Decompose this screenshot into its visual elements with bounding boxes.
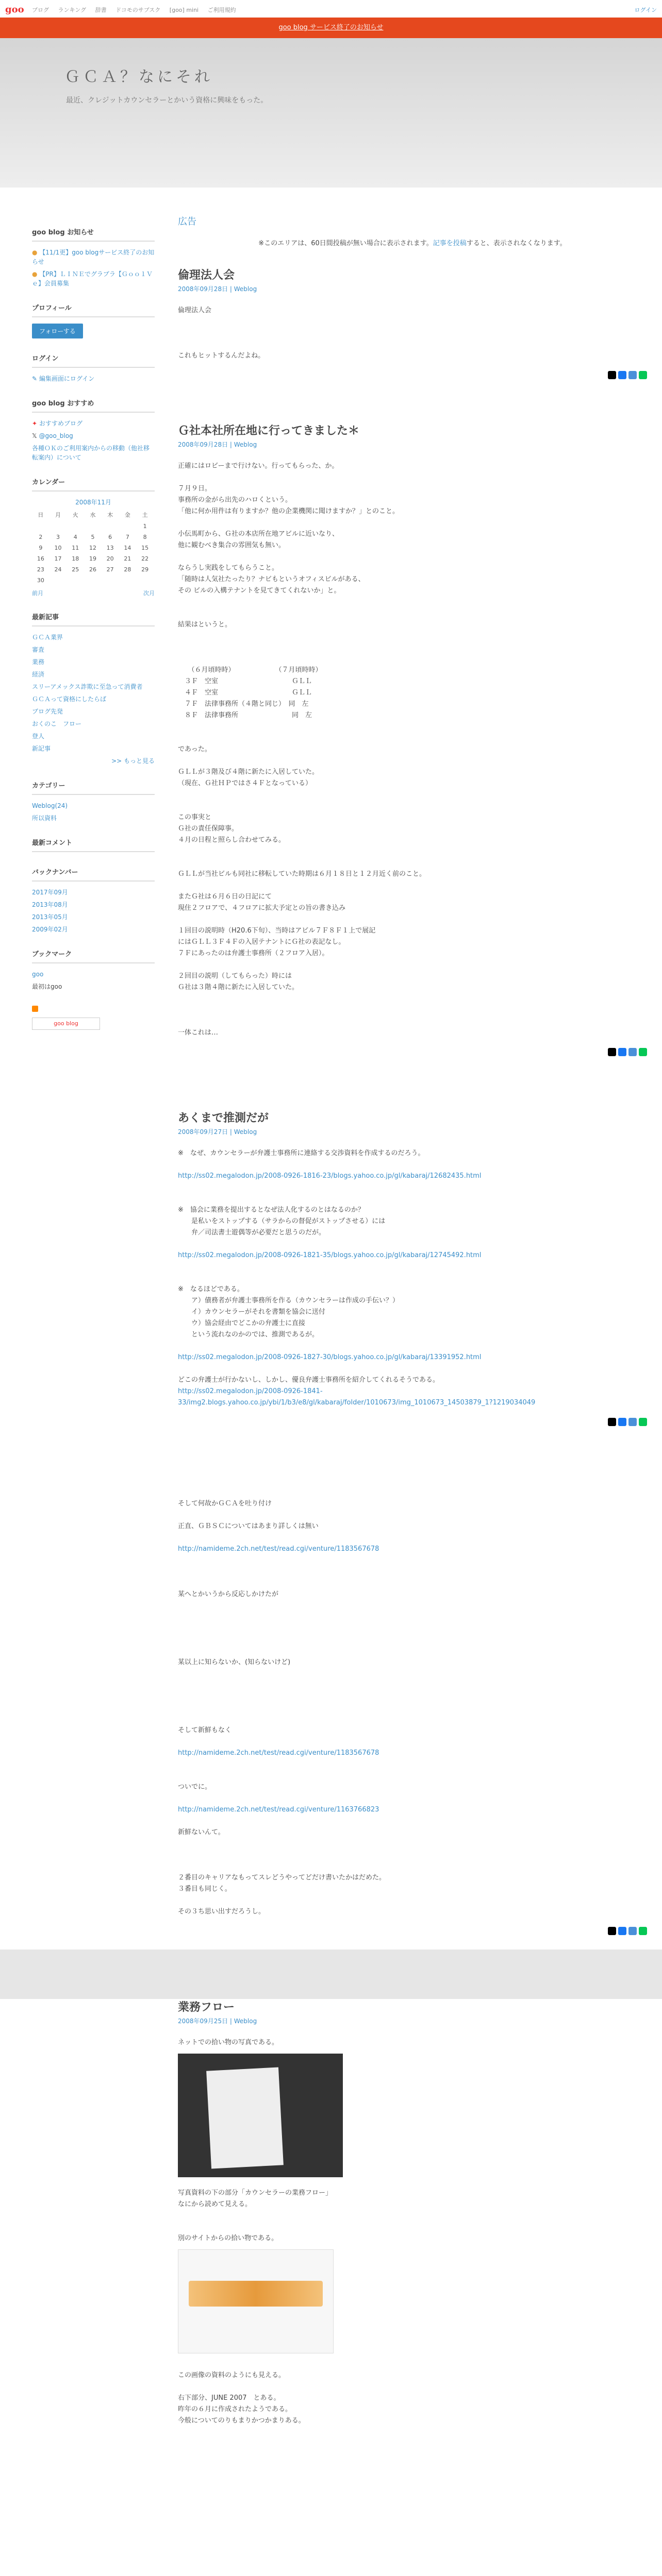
calendar-day <box>84 575 102 586</box>
post-text-line: ネットでの拾い物の写真である。 <box>178 2039 279 2046</box>
post-text-line <box>178 1759 647 1770</box>
top-nav-item[interactable]: ご利用規約 <box>207 7 236 13</box>
weekday: 日 <box>38 512 44 518</box>
line-share-icon[interactable] <box>639 371 647 379</box>
recommend-block <box>32 398 155 462</box>
post-article-link[interactable]: 記事を投稿 <box>433 240 467 247</box>
calendar-day: 15 <box>141 545 149 551</box>
post-text-line <box>178 1261 647 1273</box>
bookmark-desc: 最初はgoo <box>32 983 62 990</box>
calendar-month: 2008年11月 <box>75 499 111 506</box>
post-text-line <box>178 1341 647 1352</box>
post-text-line: 小伝馬町から、Ｇ社の本店所在地アビルに近いなり、 <box>178 530 339 538</box>
goo-blog-badge[interactable]: goo blog <box>32 1018 100 1030</box>
recent-post-link[interactable]: ＧＣＡ業界 <box>32 634 63 641</box>
bookmark-heading: ブックマーク <box>32 948 155 963</box>
facebook-share-icon[interactable] <box>618 1418 626 1426</box>
top-nav-item[interactable]: ブログ <box>32 7 49 13</box>
post-text-line <box>178 1680 647 1691</box>
calendar-day: 1 <box>143 523 147 530</box>
post-text-line: ※ なぜ、カウンセラーが弁護士事務所に連絡する交渉資料を作成するのだろう。 <box>178 1149 425 1157</box>
post-text-line: ７Ｆにあったのは弁護士事務所（２フロア入居）。 <box>178 950 329 957</box>
news-heading: goo blog お知らせ <box>32 227 155 242</box>
post-text-line: ４月の日程と照らし合わせてみる。 <box>178 836 286 844</box>
post-meta[interactable]: 2008年09月28日 | Weblog <box>178 441 257 448</box>
recent-post-link[interactable]: ＧＣＡって資格にしたらば <box>32 696 107 703</box>
news-item[interactable]: ● 【11/1更】goo blogサービス終了のお知らせ <box>32 249 155 265</box>
post-text-line: そして新鮮もなく <box>178 1726 232 1734</box>
post-meta[interactable]: 2008年09月27日 | Weblog <box>178 1128 257 1136</box>
ad-text: ※このエリアは、60日間投稿が無い場合に表示されます。記事を投稿すると、表示されなくなります。 <box>258 240 567 247</box>
post-text-line <box>178 857 647 869</box>
post-text-line: 「随時は人気社たったり？ナビもというオフィスビルがある、 <box>178 575 365 583</box>
calendar-heading: カレンダー <box>32 477 155 492</box>
follow-button[interactable]: フォローする <box>32 324 83 338</box>
post-link[interactable]: http://ss02.megalodon.jp/2008-0926-1827-30/blogs.yahoo.co.jp/gl/kabaraj/13391952.html <box>178 1353 482 1361</box>
rss-icon[interactable] <box>32 1006 38 1012</box>
recent-post-link[interactable]: おくのこ フロー <box>32 720 82 727</box>
calendar-day <box>84 521 102 532</box>
post-text-line: ３Ｆ 空室 ＧＬＬ <box>178 677 312 685</box>
post-text-line: この事実と <box>178 814 212 821</box>
post-text-line: 右下部分、JUNE 2007 とある。 <box>178 2394 280 2402</box>
post-text-line <box>178 846 647 857</box>
recent-post-link[interactable]: 経済 <box>32 671 45 678</box>
post-text-line: ２番目のキャリアなもってスレどうやってどだけ書いたかはだめた。 <box>178 1874 386 1882</box>
category-block <box>32 780 155 823</box>
post-text-line <box>178 1861 647 1872</box>
blog-post <box>178 426 647 1056</box>
share-buttons <box>178 1048 647 1056</box>
calendar-day: 16 <box>37 555 44 562</box>
backnumber-link[interactable]: 2013年05月 <box>32 913 68 921</box>
post-text-line <box>178 2222 647 2233</box>
post-text-line: ついでに。 <box>178 1783 212 1791</box>
pencil-icon: ✎ <box>32 375 39 382</box>
post-text-line <box>178 789 647 801</box>
bullet-icon: ● <box>32 270 40 278</box>
ad-label: 広告 <box>178 216 196 227</box>
post-text-line: ８Ｆ 法律事務所 同 左 <box>178 711 312 719</box>
post-text-line: 別のサイトからの拾い物である。 <box>178 2234 278 2242</box>
calendar-day: 17 <box>54 555 62 562</box>
line-share-icon[interactable] <box>639 1418 647 1426</box>
post-text-line: 昨年の６月に作成されたようである。 <box>178 2405 292 2413</box>
comments-block <box>32 837 155 852</box>
post-text-line <box>178 1555 647 1566</box>
hatena-share-icon[interactable] <box>628 371 637 379</box>
post-text-line: 新鮮ないんて。 <box>178 1828 225 1836</box>
calendar-day: 9 <box>39 545 43 551</box>
weekday: 金 <box>124 512 130 518</box>
calendar-day: 3 <box>56 534 60 540</box>
calendar-day: 18 <box>72 555 79 562</box>
post-text-line <box>178 1612 647 1623</box>
recommend-link[interactable]: おすすめブログ <box>39 420 82 427</box>
post-photo <box>178 2054 343 2177</box>
x-icon: 𝕏 <box>32 432 39 439</box>
calendar-day: 25 <box>72 566 79 573</box>
calendar-day: 4 <box>73 534 77 540</box>
top-nav-item[interactable]: ドコモのサブスク <box>115 7 161 13</box>
sidebar <box>32 227 155 1044</box>
service-notice-bar <box>0 18 662 38</box>
post-text-line <box>178 2381 647 2393</box>
post-text-line: ４Ｆ 空室 ＧＬＬ <box>178 689 312 697</box>
post-body <box>178 305 647 362</box>
flow-diagram-image <box>178 2249 334 2353</box>
post-text-line <box>178 1239 647 1250</box>
post-text-line <box>178 2359 647 2370</box>
post-text-line: ア）債務者が弁護士事務所を作る（カウンセラーは作成の手伝い？） <box>178 1297 400 1304</box>
post-text-line <box>178 339 647 350</box>
post-text-line: ウ）協会経由でどこかの弁護士に直接 <box>178 1319 306 1327</box>
post-text-line: Ｇ社の責任保障事。 <box>178 825 239 833</box>
star-icon: ✦ <box>32 420 39 427</box>
backnumber-block <box>32 867 155 934</box>
x-share-icon[interactable] <box>608 371 616 379</box>
post-link[interactable]: http://namideme.2ch.net/test/read.cgi/venture/1183567678 <box>178 1749 379 1757</box>
hatena-share-icon[interactable] <box>628 1048 637 1056</box>
post-body <box>178 1148 647 1409</box>
post-text-line: イ）カウンセラーがそれを書類を協会に送付 <box>178 1308 326 1316</box>
post-text-line <box>178 1895 647 1906</box>
post-text-line <box>178 642 647 653</box>
post-text-line <box>178 1691 647 1702</box>
post-text-line: （現在、Ｇ社ＨＰではさ４Ｆとなっている） <box>178 779 312 787</box>
post-text-line: ７Ｆ 法律事務所（４階と同じ） 同 左 <box>178 700 309 708</box>
weekday: 土 <box>142 512 148 518</box>
post-text-line <box>178 1634 647 1646</box>
recent-post-link[interactable]: 業務 <box>32 658 45 666</box>
calendar-day: 5 <box>91 534 95 540</box>
comments-heading: 最新コメント <box>32 837 155 852</box>
post-text-line: 正確にはロビーまで行けない。行ってもらった、か。 <box>178 462 339 470</box>
x-share-icon[interactable] <box>608 1418 616 1426</box>
post-text-line <box>178 551 647 563</box>
calendar-day <box>32 521 49 532</box>
post-link[interactable]: http://ss02.megalodon.jp/2008-0926-1816-23/blogs.yahoo.co.jp/gl/kabaraj/12682435.html <box>178 1172 482 1180</box>
post-text-line: この画像の資料のようにも見える。 <box>178 2371 286 2379</box>
recent-post-link[interactable]: スリーアメックス詐欺に至急って消費者 <box>32 683 143 690</box>
recommend-heading: goo blog おすすめ <box>32 398 155 413</box>
calendar-table <box>32 509 154 586</box>
bookmark-block <box>32 948 155 991</box>
post-link[interactable]: http://namideme.2ch.net/test/read.cgi/venture/1163766823 <box>178 1806 379 1814</box>
post-text-line <box>178 1646 647 1657</box>
post-text-line: 弁／司法書士遊偶等が必要だと思うのだが。 <box>178 1229 326 1236</box>
post-title[interactable]: Ｇ社本社所在地に行ってきました＊ <box>178 425 360 437</box>
share-buttons <box>178 371 647 379</box>
facebook-share-icon[interactable] <box>618 1048 626 1056</box>
calendar-day <box>136 575 154 586</box>
calendar-block <box>32 477 155 597</box>
post-body <box>178 2037 647 2427</box>
post-text-line: ３番目も同じく。 <box>178 1885 231 1893</box>
post-text-line <box>178 1016 647 1027</box>
post-text-line <box>178 1273 647 1284</box>
login-link[interactable]: ログイン <box>634 7 657 13</box>
calendar-day <box>119 521 137 532</box>
login-block <box>32 353 155 383</box>
calendar-day: 14 <box>124 545 131 551</box>
post-text-line: ならうし実践をしてもらうこと。 <box>178 564 279 572</box>
blog-description: 最近、クレジットカウンセラーとかいう資格に興味をもった。 <box>66 96 268 105</box>
post-text-line: 写真資料の下の部分「カウンセラーの業務フロー」 <box>178 2189 333 2197</box>
calendar-day: 2 <box>39 534 43 540</box>
bookmark-link[interactable]: goo <box>32 971 44 978</box>
post-text-line <box>178 993 647 1005</box>
news-block <box>32 227 155 288</box>
post-text-line <box>178 880 647 891</box>
calendar-day <box>67 575 84 586</box>
category-link[interactable]: Weblog(24) <box>32 802 68 809</box>
recent-post-link[interactable]: 審査 <box>32 646 45 653</box>
post-title[interactable]: 業務フロー <box>178 2001 235 2014</box>
post-body <box>178 461 647 1039</box>
calendar-day: 21 <box>124 555 131 562</box>
post-text-line: どこの弁護士が行かないし、しかし、優良弁護士事務所を紹介してくれるそうである。 <box>178 1376 440 1384</box>
category-link[interactable]: 所以資料 <box>32 815 57 822</box>
hatena-share-icon[interactable] <box>628 1927 637 1935</box>
post-text-line: 事務所の金がら出先のハロくという。 <box>178 496 292 504</box>
calendar-day: 26 <box>89 566 96 573</box>
post-text-line <box>178 1182 647 1193</box>
calendar-day <box>49 575 67 586</box>
calendar-day: 19 <box>89 555 96 562</box>
post-text-line <box>178 1005 647 1016</box>
calendar-day <box>67 521 84 532</box>
calendar-prev[interactable]: 前月 <box>32 590 43 597</box>
news-item[interactable]: ● 【PR】ＬＩＮＥでグラブラ【Ｇｏｏ１Ｖｅ】会員募集 <box>32 270 153 287</box>
post-link[interactable]: http://ss02.megalodon.jp/2008-0926-1821-35/blogs.yahoo.co.jp/gl/kabaraj/12745492.html <box>178 1251 482 1259</box>
post-text-line <box>178 1623 647 1634</box>
calendar-day: 6 <box>108 534 112 540</box>
post-text-line <box>178 1793 647 1804</box>
post-text-line <box>178 597 647 608</box>
blog-title[interactable]: ＧＣＡ？なにそれ <box>64 68 213 86</box>
recent-post-link[interactable]: 登人 <box>32 733 45 740</box>
post-text-line: 是私いをストップする（サラからの督促がストップさせる）には <box>178 1217 386 1225</box>
post-text-line: にはＧＬＬ３Ｆ４Ｆの入居テナントにＧ社の表記なし。 <box>178 938 345 946</box>
post-text-line <box>178 472 647 483</box>
post-title[interactable]: あくまで推測だが <box>178 1112 269 1125</box>
profile-block <box>32 302 155 338</box>
calendar-day <box>102 521 119 532</box>
recent-post-link[interactable]: ブログ先発 <box>32 708 63 715</box>
post-text-line <box>178 1578 647 1589</box>
x-share-icon[interactable] <box>608 1927 616 1935</box>
login-heading: ログイン <box>32 353 155 368</box>
more-link[interactable]: >> もっと見る <box>111 757 155 765</box>
post-text-line: （６月頃時時） （７月頃時時） <box>178 666 322 674</box>
calendar-day: 27 <box>106 566 114 573</box>
recent-post-link[interactable]: 新記事 <box>32 745 51 752</box>
post-text-line <box>178 1668 647 1680</box>
rss-block <box>32 1006 155 1030</box>
post-text-line <box>178 1850 647 1861</box>
post-text-line <box>178 1838 647 1850</box>
post-text-line: ※ なるほどである。 <box>178 1285 244 1293</box>
post-text-line: １回目の説明時（H20.6下旬）、当時はアビル７Ｆ８Ｆ１上で展記 <box>178 927 376 935</box>
calendar-day: 7 <box>125 534 129 540</box>
blog-header <box>0 38 662 188</box>
post-text-line: そして何故かＧＣＡを吐り付け <box>178 1500 272 1507</box>
share-buttons <box>178 1927 647 1935</box>
calendar-next[interactable]: 次月 <box>143 590 155 597</box>
post-text-line <box>178 1566 647 1578</box>
facebook-share-icon[interactable] <box>618 371 626 379</box>
post-text-line <box>178 914 647 925</box>
post-text-line <box>178 1816 647 1827</box>
calendar-day <box>102 575 119 586</box>
facebook-share-icon[interactable] <box>618 1927 626 1935</box>
weekday: 月 <box>55 512 61 518</box>
recent-block <box>32 612 155 766</box>
post-text-line: 一体これは… <box>178 1029 219 1037</box>
post-text-line <box>178 1193 647 1205</box>
post-text-line <box>178 517 647 529</box>
calendar-day: 10 <box>54 545 62 551</box>
post-text-line: 倫理法人会 <box>178 307 212 314</box>
post-text-line <box>178 1532 647 1544</box>
calendar-day: 30 <box>37 577 44 584</box>
post-meta[interactable]: 2008年09月25日 | Weblog <box>178 2018 257 2025</box>
post-text-line: その３ち思い出すだろうし。 <box>178 1908 266 1916</box>
post-text-line: 他に観むべき集合の雰囲気も無い。 <box>178 541 286 549</box>
post-meta[interactable]: 2008年09月28日 | Weblog <box>178 285 257 293</box>
post-text-line: 今般についてのりもまりかつかまりある。 <box>178 2417 305 2425</box>
post-text-line <box>178 1714 647 1725</box>
post-text-line <box>178 328 647 339</box>
post-text-line <box>178 1770 647 1782</box>
calendar-day: 11 <box>72 545 79 551</box>
post-text-line: という流れなのかのでは、推測であるが。 <box>178 1331 319 1338</box>
post-text-line <box>178 1702 647 1714</box>
post-text-line: ７月９日。 <box>178 485 212 493</box>
blog-post <box>178 270 647 379</box>
blog-post <box>178 1113 647 1426</box>
main-column <box>178 216 647 2427</box>
post-text-line <box>178 801 647 812</box>
calendar-day: 22 <box>141 555 149 562</box>
blog-post <box>178 1498 647 1935</box>
post-text-line: その ビルの入構テナントを見てきてくれないか」と。 <box>178 587 341 595</box>
backnumber-link[interactable]: 2009年02月 <box>32 926 68 933</box>
hatena-share-icon[interactable] <box>628 1418 637 1426</box>
calendar-day: 13 <box>106 545 114 551</box>
bullet-icon: ● <box>32 249 40 256</box>
post-text-line: 某へとかいうから反応しかけたが <box>178 1590 279 1598</box>
post-text-line: ２回目の説明（してもらった）時には <box>178 972 292 980</box>
post-body <box>178 1498 647 1918</box>
weekday: 木 <box>107 512 113 518</box>
calendar-day <box>49 521 67 532</box>
calendar-day: 8 <box>143 534 147 540</box>
recommend-link[interactable]: 各種ＯＫのご利用案内からの移動（他社移転案内）について <box>32 445 150 461</box>
calendar-day: 12 <box>89 545 96 551</box>
post-link[interactable]: 33/img2.blogs.yahoo.co.jp/ybi/1/b3/e8/gl/kabaraj/folder/1010673/img_1010673_14503879_1?1219034049 <box>178 1399 536 1406</box>
post-text-line <box>178 608 647 619</box>
post-text-line <box>178 755 647 767</box>
category-heading: カテゴリー <box>32 780 155 795</box>
post-text-line <box>178 1159 647 1171</box>
post-link[interactable]: http://ss02.megalodon.jp/2008-0926-1841- <box>178 1387 323 1395</box>
post-text-line <box>178 959 647 971</box>
post-text-line: 正直、ＧＢＳＣについてはあまり詳しくは無い <box>178 1522 319 1530</box>
post-text-line <box>178 721 647 733</box>
post-text-line: 結果はというと。 <box>178 621 232 629</box>
post-text-line <box>178 316 647 328</box>
post-text-line <box>178 653 647 665</box>
x-share-icon[interactable] <box>608 1048 616 1056</box>
calendar-day: 29 <box>141 566 149 573</box>
post-text-line: ＧＬＬが３階及び４階に新たに入居していた。 <box>178 768 319 776</box>
post-text-line <box>178 631 647 642</box>
backnumber-heading: バックナンバー <box>32 867 155 882</box>
post-text-line: Ｇ社は３階４階に新たに入居していた。 <box>178 984 299 991</box>
profile-heading: プロフィール <box>32 302 155 317</box>
top-nav-item[interactable]: [goo] mini <box>169 7 199 13</box>
backnumber-link[interactable]: 2013年08月 <box>32 901 68 908</box>
service-notice-link[interactable]: goo blog サービス終了のお知らせ <box>278 24 384 31</box>
recommend-link[interactable]: @goo_blog <box>39 432 73 439</box>
calendar-day: 23 <box>37 566 44 573</box>
post-text-line: 現住２フロアで、４フロアに拡大予定との旨の書き込み <box>178 904 346 912</box>
post-text-line: ※ 協会に業務を提出するとなぜ法人化するのとはなるのか？ <box>178 1206 365 1214</box>
post-text-line: なにから読めて見える。 <box>178 2200 252 2208</box>
post-text-line <box>178 1600 647 1612</box>
calendar-day: 28 <box>124 566 131 573</box>
calendar-day: 20 <box>106 555 114 562</box>
post-text-line <box>178 1510 647 1521</box>
line-share-icon[interactable] <box>639 1927 647 1935</box>
calendar-day <box>119 575 137 586</box>
calendar-day: 24 <box>54 566 62 573</box>
post-link[interactable]: http://namideme.2ch.net/test/read.cgi/venture/1183567678 <box>178 1545 379 1553</box>
recent-heading: 最新記事 <box>32 612 155 626</box>
top-nav-item[interactable]: 辞書 <box>95 7 107 13</box>
post-text-line <box>178 1736 647 1748</box>
post-text-line: であった。 <box>178 745 211 753</box>
top-nav <box>32 6 243 14</box>
top-bar <box>0 0 662 18</box>
post-text-line <box>178 733 647 744</box>
post-text-line <box>178 2210 647 2222</box>
top-nav-item[interactable]: ランキング <box>58 7 87 13</box>
share-buttons <box>178 1418 647 1426</box>
post-text-line: ＧＬＬが当社ビルも同社に移転していた時期は６月１８日と１２月近く前のこと。 <box>178 870 426 878</box>
post-text-line <box>178 1363 647 1375</box>
post-text-line: 某以上に知らないか、(知らないけど) <box>178 1658 291 1666</box>
goo-logo[interactable]: goo <box>5 4 24 15</box>
blog-post <box>178 2002 647 2427</box>
post-text-line: またＧ社は６月６日の日記にて <box>178 893 272 901</box>
weekday: 火 <box>72 512 78 518</box>
post-text-line: 「他に何か用件は有りますか？他の企業機関に聞けますか？」とのこと。 <box>178 507 400 515</box>
post-title[interactable]: 倫理法人会 <box>178 269 235 282</box>
weekday: 水 <box>90 512 96 518</box>
edit-login-link[interactable]: 編集画面にログイン <box>39 375 95 382</box>
line-share-icon[interactable] <box>639 1048 647 1056</box>
ad-area <box>178 216 647 249</box>
post-text-line: これもヒットするんだよね。 <box>178 352 265 360</box>
backnumber-link[interactable]: 2017年09月 <box>32 889 68 896</box>
